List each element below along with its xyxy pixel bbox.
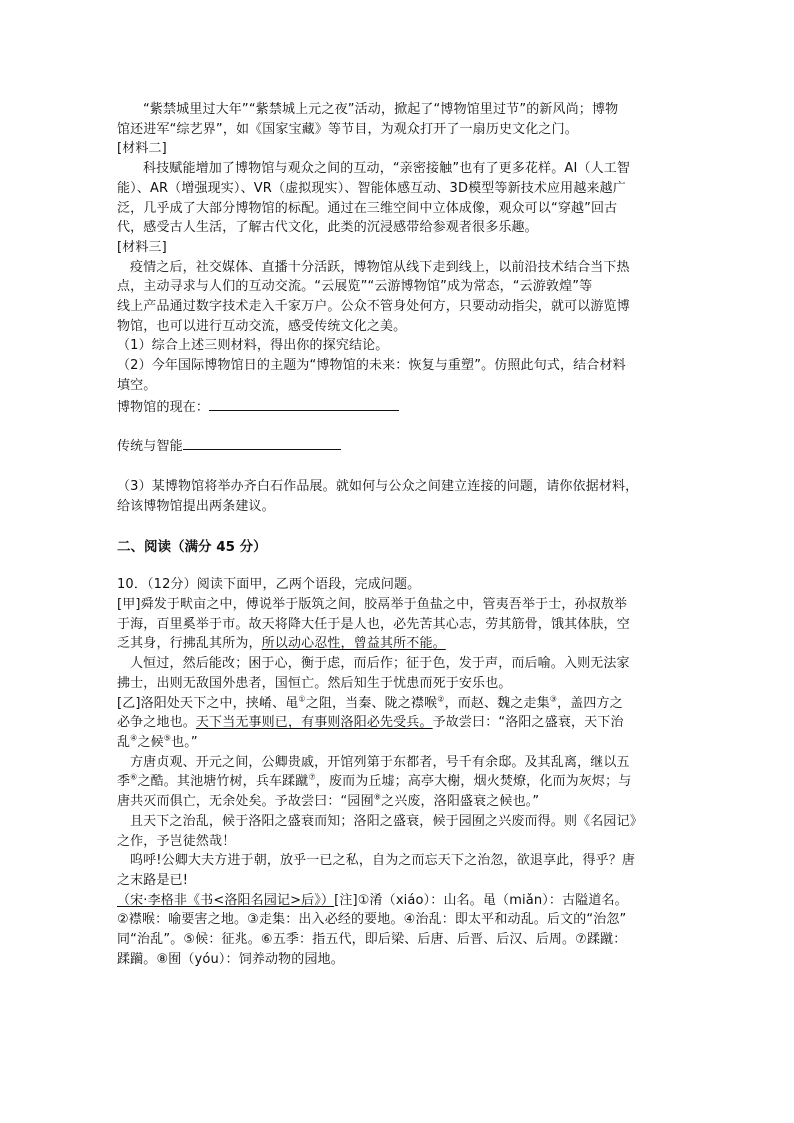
passage-text: [乙]洛阳处天下之中，挟崤、黾 [117, 695, 299, 711]
fill-blank-1-line[interactable] [209, 396, 399, 411]
passage-yi-line [117, 733, 679, 753]
passage-text: ，废而为丘墟；高亭大榭，烟火焚燎，化而为灰烬；与 [315, 774, 632, 790]
fill-blank-2-label: 传统与智能 [117, 439, 183, 455]
footnote-marker: ① [298, 694, 306, 704]
section-title: 二、阅读（满分 45 分） [117, 539, 267, 556]
footnote-marker: ④ [130, 733, 138, 743]
question-2: （2）今年国际博物馆日的主题为“博物馆的未来：恢复与重塑”。仿照此句式，结合材料 [117, 358, 626, 374]
footnote-marker: ⑦ [308, 773, 316, 783]
material3-line: 点，主动寻求与人们的互动交流。“云展览”“云游博物馆”成为常态，“云游敦煌”等 [117, 279, 593, 295]
material3-line: 线上产品通过数字技术走入千家万户。公众不管身处何方，只要动动指尖，就可以游览博 [117, 299, 630, 315]
question-1: （1）综合上述三则材料，得出你的探究结论。 [117, 338, 389, 354]
passage-text: 唐共灭而俱亡，无余处矣。予故尝曰：“园囿 [117, 794, 374, 810]
source-and-notes [117, 891, 679, 911]
note-line: 蹂躏。⑧囿（yóu）：饲养动物的园地。 [117, 951, 344, 967]
material3-heading: [材料三] [117, 239, 167, 255]
underlined-sentence: 天下当无事则已，有事则洛阳必先受兵。 [195, 715, 433, 731]
passage-jia-line [117, 634, 679, 654]
passage-yi-line: 方唐贞观、开元之间，公卿贵戚，开馆列第于东都者，号千有余邸。及其乱离，继以五 [130, 754, 630, 770]
material2-heading: [材料二] [117, 141, 167, 157]
source-citation: （宋·李格非《书<洛阳名园记>后》） [117, 892, 335, 908]
passage-yi-line [117, 772, 679, 792]
material3-line: 物馆，也可以进行互动交流，感受传统文化之美。 [117, 318, 407, 334]
passage-text: 之兴废，洛阳盛衰之候也。” [381, 794, 540, 810]
passage-text: 也。” [171, 734, 198, 750]
fill-blank-2-line[interactable] [183, 435, 341, 450]
fill-blank-1 [117, 396, 679, 418]
question-3: （3）某博物馆将举办齐白石作品展。就如何与公众之间建立连接的问题，请你依据材料， [117, 478, 639, 494]
passage-text: 乱 [117, 734, 131, 750]
fill-blank-2 [117, 435, 679, 457]
footnote-marker: ⑧ [373, 792, 382, 802]
footnote-marker: ⑥ [130, 773, 138, 783]
question-2: 填空。 [117, 377, 157, 393]
footnote-marker: ② [437, 694, 445, 704]
passage-jia-line: 人恒过，然后能改；困于心，衡于虑，而后作；征于色，发于声，而后喻。入则无法家 [130, 656, 630, 672]
underlined-sentence: 所以动心忍性，曾益其所不能。 [261, 636, 446, 652]
question-10-intro: 10．（12分）阅读下面甲，乙两个语段，完成问题。 [117, 577, 421, 593]
passage-jia-line: 于海，百里奚举于市。故天将降大任于是人也，必先苦其心志，劳其筋骨，饿其体肤，空 [117, 616, 630, 632]
passage-yi-line: 且天下之治乱，候于洛阳之盛衰而知；洛阳之盛衰，候于园囿之兴废而得。则《名园记》 [130, 813, 643, 829]
material2-line: 代，感受古人生活，了解古代文化，此类的沉浸感带给参观者很多乐趣。 [117, 220, 538, 236]
note-line: 同“治乱”。⑤候：征兆。⑥五季：指五代，即后梁、后唐、后晋、后汉、后周。⑦蹂蹴： [117, 932, 627, 948]
footnote-marker: ③ [549, 694, 558, 704]
passage-yi-line [117, 792, 679, 812]
passage-jia-line: 拂士，出则无敌国外患者，国恒亡。然后知生于忧患而死于安乐也。 [117, 675, 512, 691]
material1-line: “紫禁城里过大年”“紫禁城上元之夜”活动，掀起了“博物馆里过节”的新风尚；博物 [143, 102, 619, 117]
passage-yi-line [117, 694, 679, 714]
material2-line: 科技赋能增加了博物馆与观众之间的互动，“亲密接触”也有了更多花样。AI（人工智 [143, 161, 631, 177]
passage-text: 之候 [137, 734, 164, 750]
passage-yi-line: 呜呼!公卿大夫方进于朝，放乎一已之私，自为之而忘天下之治忽，欲退享此，得乎？唐 [130, 853, 636, 869]
passage-text: 予故尝曰：“洛阳之盛衰，天下治 [432, 715, 624, 731]
material1-line: 馆还进军“综艺界”，如《国家宝藏》等节目，为观众打开了一扇历史文化之门。 [117, 121, 578, 137]
passage-text: 之阻，当秦、陇之襟喉 [305, 695, 438, 711]
passage-text: 乏其身，行拂乱其所为， [117, 636, 262, 652]
document-page [117, 100, 679, 969]
footnote-marker: ⑤ [163, 733, 172, 743]
material2-line: 泛，几乎成了大部分博物馆的标配。通过在三维空间中立体成像，观众可以“穿越”回古 [117, 200, 618, 216]
passage-text: 之酷。其池塘竹树，兵车蹂蹴 [137, 774, 309, 790]
passage-text: ，盖四方之 [557, 695, 623, 711]
passage-yi-line: 之末路是已! [117, 872, 189, 888]
material2-line: 能）、AR（增强现实）、VR（虚拟现实）、智能体感互动、3D模型等新技术应用越来越广 [117, 180, 626, 196]
passage-yi-line: 之作，予岂徒然哉！ [117, 833, 236, 849]
passage-text: ，而赵、魏之走集 [444, 695, 550, 711]
passage-yi-line [117, 713, 679, 733]
passage-text: 季 [117, 774, 131, 790]
note-text: [注]①淆（xiáo）：山名。黾（miǎn）：古隘道名。 [334, 892, 628, 908]
question-3: 给该博物馆提出两条建议。 [117, 498, 275, 514]
fill-blank-1-label: 博物馆的现在： [117, 399, 210, 415]
material3-line: 疫情之后，社交媒体、直播十分活跃，博物馆从线下走到线上，以前沿技术结合当下热 [130, 259, 630, 275]
passage-jia-line: [甲]舜发于畎亩之中，傅说举于版筑之间，胶鬲举于鱼盐之中，管夷吾举于士，孙叔敖举 [117, 597, 628, 613]
passage-text: 必争之地也。 [117, 715, 196, 731]
note-line: ②襟喉：喻要害之地。③走集：出入必经的要地。④治乱：即太平和动乱。后文的“治忽” [117, 912, 627, 928]
